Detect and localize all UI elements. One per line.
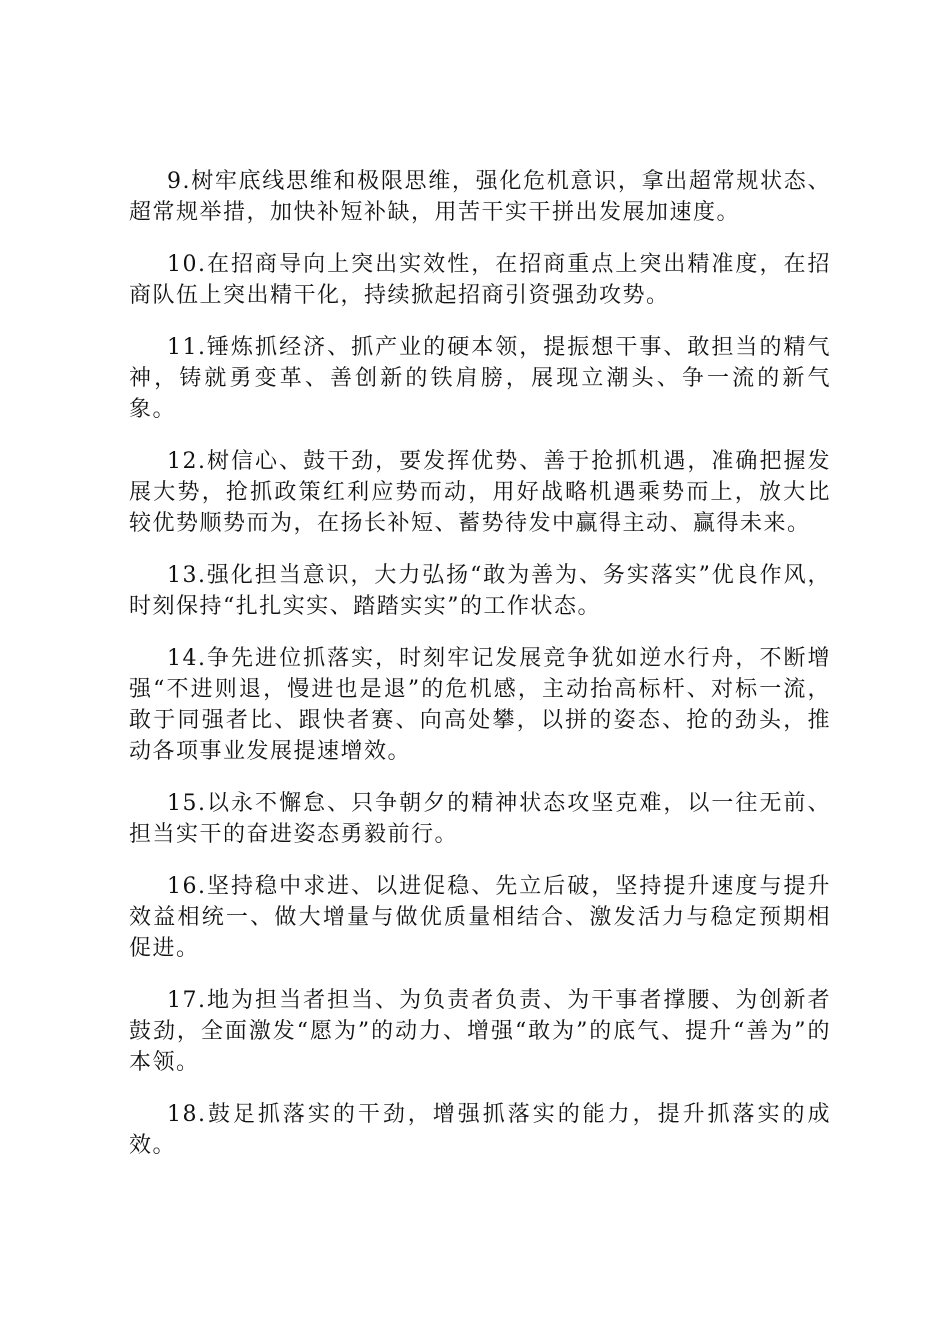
paragraph-10: 10.在招商导向上突出实效性，在招商重点上突出精准度，在招商队伍上突出精干化，持续掀起招商引资强劲攻势。 <box>129 252 831 308</box>
paragraph-17: 17.地为担当者担当、为负责者负责、为干事者撑腰、为创新者鼓劲，全面激发“愿为”的动力、增强“敢为”的底气、提升“善为”的本领。 <box>129 988 831 1075</box>
paragraph-15: 15.以永不懈怠、只争朝夕的精神状态攻坚克难，以一往无前、担当实干的奋进姿态勇毅前行。 <box>129 791 831 847</box>
paragraph-11: 11.锤炼抓经济、抓产业的硬本领，提振想干事、敢担当的精气神，铸就勇变革、善创新的铁肩膀，展现立潮头、争一流的新气象。 <box>129 335 831 422</box>
paragraph-16: 16.坚持稳中求进、以进促稳、先立后破，坚持提升速度与提升效益相统一、做大增量与做优质量相结合、激发活力与稳定预期相促进。 <box>129 874 831 961</box>
paragraph-12: 12.树信心、鼓干劲，要发挥优势、善于抢抓机遇，准确把握发展大势，抢抓政策红利应势而动，用好战略机遇乘势而上，放大比较优势顺势而为，在扬长补短、蓄势待发中赢得主动、赢得未来。 <box>129 449 831 536</box>
paragraph-14: 14.争先进位抓落实，时刻牢记发展竞争犹如逆水行舟，不断增强“不进则退，慢进也是退”的危机感，主动抬高标杆、对标一流，敢于同强者比、跟快者赛、向高处攀，以拼的姿态、抢的劲头，推动各项事业发展提速增效。 <box>129 646 831 764</box>
paragraph-13: 13.强化担当意识，大力弘扬“敢为善为、务实落实”优良作风，时刻保持“扎扎实实、踏踏实实”的工作状态。 <box>129 563 831 619</box>
document-body <box>129 166 831 1182</box>
paragraph-18: 18.鼓足抓落实的干劲，增强抓落实的能力，提升抓落实的成效。 <box>129 1102 831 1158</box>
paragraph-9: 9.树牢底线思维和极限思维，强化危机意识，拿出超常规状态、超常规举措，加快补短补缺，用苦干实干拼出发展加速度。 <box>129 169 831 225</box>
